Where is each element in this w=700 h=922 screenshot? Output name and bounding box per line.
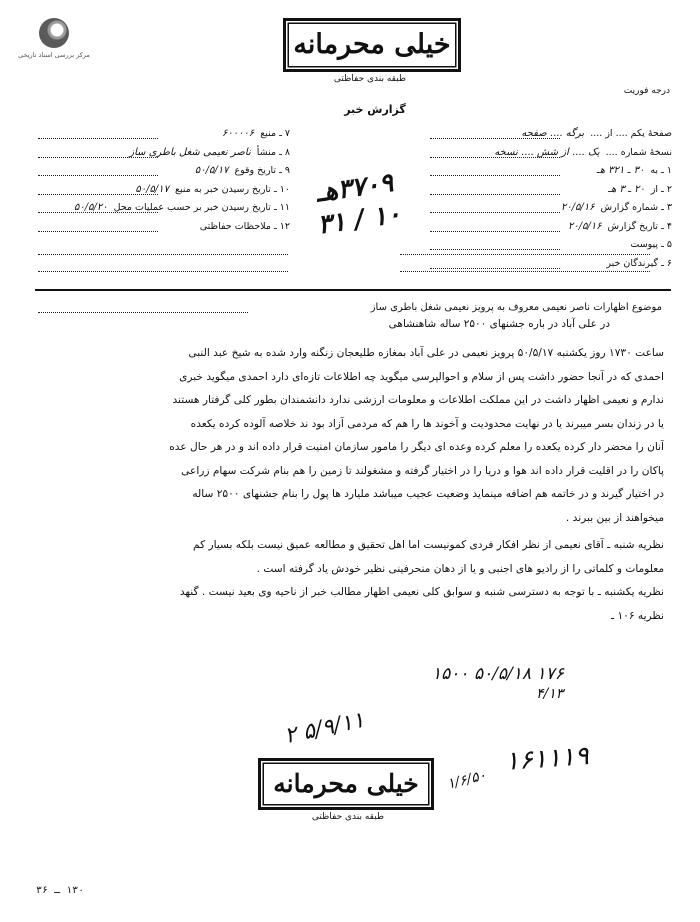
field-label: ۷ ـ منبع	[260, 128, 290, 139]
left-field	[135, 183, 290, 196]
analyst-note-line: نظریه یکشنبه ـ با توجه به دسترسی شنبه و سوابق کلی نعیمی اظهار مطالب خبر از ناحیه وی بعید نیست . گنهد	[179, 586, 664, 598]
field-dotted-line	[430, 194, 560, 195]
subject-dots	[38, 312, 248, 313]
subject-line: موضوع اظهارات ناصر نعیمی معروف به پرویز نعیمی شغل باطری ساز	[370, 302, 662, 313]
body-line: احمدی که در آنجا حضور داشت پس از سلام و احوالپرسی میگوید چه اطلاعات تازه‌ای دارد احمدی میگوید خبری	[179, 370, 664, 383]
handwritten-note-ref: ۴/۱۳	[536, 686, 564, 702]
field-label: ۳ ـ شماره گزارش	[600, 202, 672, 213]
field-value: ۵۰/۵/۲۰	[73, 202, 108, 213]
field-dotted-line	[38, 231, 158, 232]
field-dotted-line	[430, 268, 560, 269]
field-value: ۶۰۰۰۰۶	[221, 128, 255, 139]
field-label: ۶ ـ گیرندگان خبر	[606, 257, 672, 269]
classification-subtitle-top: طبقه بندی حفاظتی	[333, 74, 407, 84]
field-dotted-line	[38, 175, 158, 176]
document-code: ۱۳۰ ـ ۳۶	[36, 885, 85, 896]
blank-dotted-line	[38, 254, 288, 255]
right-field	[561, 201, 672, 214]
handwritten-number-line1: ۳۷۰۹هـ	[314, 167, 396, 209]
blank-dotted-line	[400, 271, 650, 272]
field-dotted-line	[430, 212, 560, 213]
body-line: در اختیار گیرند و در خاتمه هم اضافه مینماید وضعیت عجیب میباشد ملیارد ها پول را بنام جشنهای ۲۵۰۰ ساله	[192, 488, 664, 500]
right-field	[608, 183, 672, 196]
body-line: ساعت ۱۷۳۰ روز یکشنبه ۵۰/۵/۱۷ پرویز نعیمی در علی آباد بمغازه طلیعجان زنگنه وارد شده به شیخ عبد النبی	[188, 347, 664, 359]
field-value: ۳۰ ـ ۳۲۱ هـ	[596, 165, 645, 176]
field-label: ۱۱ ـ تاریخ رسیدن خبر بر حسب عملیات محل	[113, 202, 290, 213]
left-field	[194, 220, 290, 233]
archive-logo	[14, 18, 94, 59]
field-label: ۲ ـ از	[650, 183, 672, 195]
blank-dotted-line	[400, 254, 650, 255]
urgency-label: درجه فوریت	[623, 86, 670, 96]
field-label: ۴ ـ تاریخ گزارش	[607, 220, 672, 232]
right-field	[600, 257, 672, 270]
analyst-note-line: معلومات و کلماتی را از رادیو های اجنبی و یا از دهان منحرفینی نظیر خودش یاد گرفته است .	[256, 562, 664, 575]
field-label: ۱۰ ـ تاریخ رسیدن خبر به منبع	[175, 183, 290, 195]
field-dotted-line	[38, 157, 158, 158]
body-line: میخواهند از بین ببرند .	[565, 511, 664, 524]
field-dotted-line	[430, 249, 560, 250]
field-value: ۲۰/۵/۱۶	[567, 220, 602, 232]
field-dotted-line	[38, 194, 158, 195]
field-dotted-line	[430, 157, 560, 158]
field-dotted-line	[430, 138, 560, 139]
right-field	[597, 164, 672, 177]
field-value: ۲۰/۵/۱۶	[560, 202, 595, 213]
field-value: ناصر نعیمی شغل باطری ساز	[129, 146, 251, 158]
field-value: برگه .... صفحه	[521, 128, 585, 139]
body-line: ندارم و نعیمی اظهار داشت در این مملکت اطلاعات و معلومات ارزشی ندارد دانشمندان بطور کلی گرفتار هستند	[172, 394, 664, 406]
field-dotted-line	[430, 175, 560, 176]
field-label: ۹ ـ تاریخ وقوع	[234, 165, 290, 176]
body-line: آنان را محضر دار کرده یکعده را معلم کرده وعده ای دیگر را مامور سازمان امنیت قرار داده اند و در هر حال عده	[169, 441, 664, 453]
field-value: ۵۰/۵/۱۷	[135, 183, 169, 195]
left-field	[222, 127, 290, 140]
analyst-note-line: نظریه شنبه ـ آقای نعیمی از نظر افکار فردی کمونیست اما اهل تحقیق و مطالعه عمیق نیست بلکه بسیار کم	[193, 539, 664, 551]
handwritten-number-line2: ۱۰ / ۳۱	[315, 199, 403, 241]
classification-stamp-bottom: خیلی محرمانه	[258, 758, 434, 810]
handwritten-archive-prefix: ۱/۶/۵۰	[445, 767, 488, 793]
classification-stamp-top: خیلی محرمانه	[283, 18, 461, 72]
handwritten-archive-number: ۱۶۱۱۱۹	[504, 741, 590, 777]
handwritten-signature: ۵/۹/۱۱ ۲	[282, 707, 367, 750]
handwritten-file-number	[308, 166, 406, 242]
field-dotted-line	[430, 231, 560, 232]
body-line: پاکان را در اقلیت قرار داده اند هوا و دریا را در اختیار گرفته و مشغولند تا زمین را هم بنام شرکت سهام زراعی	[181, 464, 664, 477]
logo-emblem-icon	[39, 18, 69, 48]
classification-subtitle-bottom: طبقه بندی حفاظتی	[311, 812, 385, 822]
subject-line-2: در علی آباد در باره جشنهای ۲۵۰۰ ساله شاهنشاهی	[388, 318, 610, 330]
logo-text: مرکز بررسی اسناد تاریخی	[18, 51, 90, 59]
right-field	[568, 220, 672, 233]
field-value: ۲۰ ـ ۳ هـ	[608, 183, 645, 195]
analyst-note-line: نظریه ۱۰۶ ـ	[610, 609, 664, 622]
field-dotted-line	[38, 212, 158, 213]
blank-dotted-line	[38, 271, 288, 272]
field-label: ۱۲ ـ ملاحظات حفاظتی	[199, 220, 290, 232]
field-label: ۸ ـ منشأ	[256, 146, 290, 158]
field-label: نسخهٔ شماره ....	[605, 146, 672, 158]
section-divider	[35, 289, 671, 291]
field-label: ۵ ـ پیوست	[630, 239, 672, 250]
handwritten-note-date: ۱۷۶ ۵۰/۵/۱۸ ۱۵۰۰	[432, 664, 564, 684]
report-title: گزارش خبر	[344, 103, 406, 116]
field-label: صفحهٔ یکم .... از ....	[590, 128, 672, 139]
left-field	[195, 164, 290, 177]
field-value: یک .... از شش .... نسخه	[494, 146, 600, 158]
body-line: یا در زندان بسر میبرند یا در نهایت محدودیت و آخوند ها را هم که مردمی آزاد بود ند خلاصه آلوده کرده یکعده	[190, 417, 664, 430]
field-value: ۵۰/۵/۱۷	[194, 165, 229, 176]
field-dotted-line	[38, 138, 158, 139]
right-field	[624, 238, 672, 251]
field-label: ۱ ـ به	[650, 165, 672, 176]
